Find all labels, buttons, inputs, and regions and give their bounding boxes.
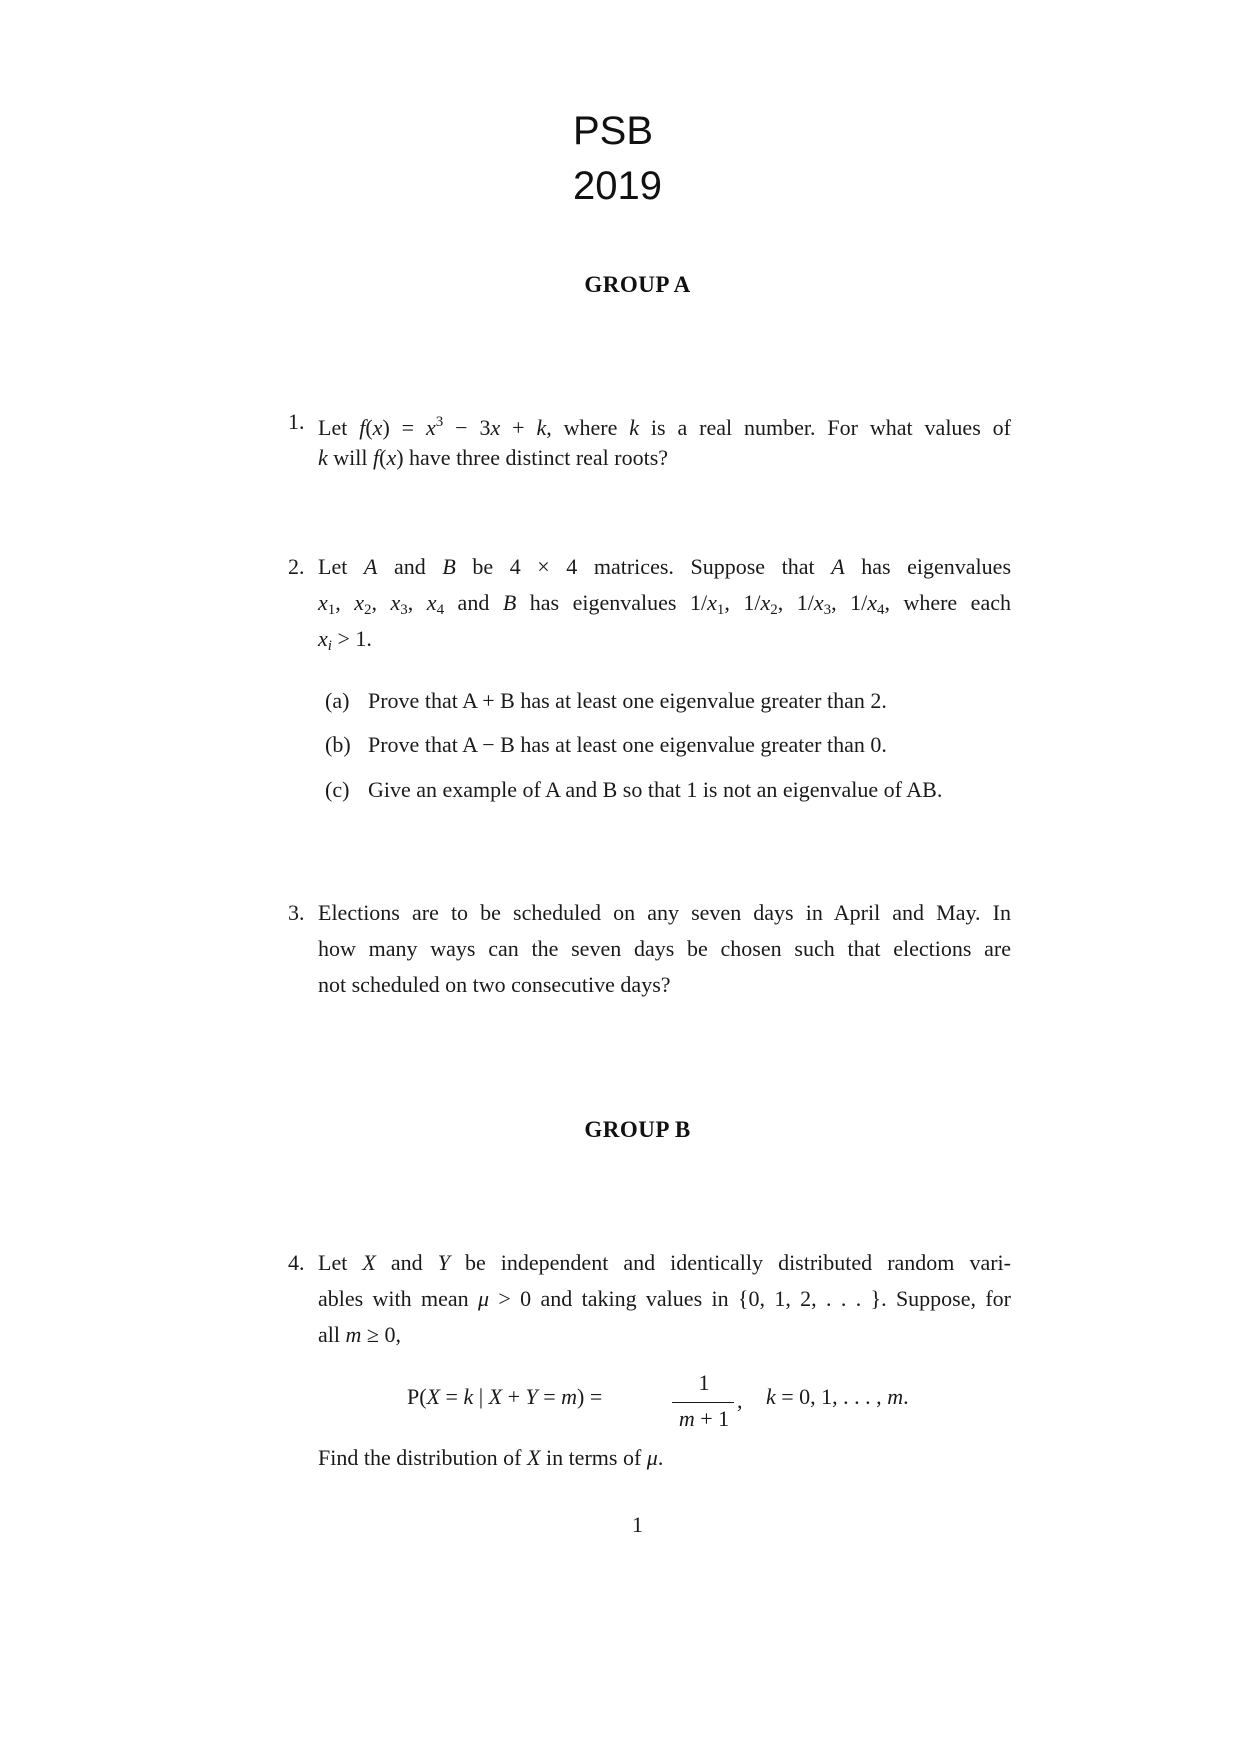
question-text-line: $x_1$, $x_2$, $x_3$, $x_4$ and B has eigenvalues $1/x_1$, $1/x_2$, $1/x_3$, $1/x_4$, where each — [318, 590, 1011, 618]
question-text-line: xi > 1. — [318, 626, 372, 654]
group-a-heading: GROUP A — [584, 272, 691, 297]
formula-comma: , — [737, 1388, 743, 1413]
question-text-line: not scheduled on two consecutive days? — [318, 972, 671, 997]
part-text: Prove that A + B has at least one eigenvalue greater than 2. — [368, 688, 887, 713]
question-text-line: k will f(x) have three distinct real roots? — [318, 445, 669, 470]
question-text-line: Let $f(x) = x^3 - 3x + k$, where k is a real number. For what values of — [318, 414, 1011, 440]
part-label: (b) — [325, 732, 351, 757]
part-label: (a) — [325, 688, 350, 713]
question-number: 3. — [288, 900, 305, 925]
formula-denominator: m + 1 — [678, 1406, 730, 1431]
question-text-line: Find the distribution of X in terms of μ. — [318, 1445, 664, 1470]
question-text-line: how many ways can the seven days be chosen such that elections are — [318, 936, 1011, 961]
formula-left-side: P(X = k | X + Y = m) = — [407, 1384, 603, 1409]
page-number: 1 — [632, 1512, 643, 1537]
question-number: 1. — [288, 409, 305, 434]
part-text: Prove that A − B has at least one eigenvalue greater than 0. — [368, 732, 887, 757]
document-title-line1: PSB — [573, 109, 654, 153]
question-number: 2. — [288, 554, 305, 579]
document-title-line2: 2019 — [573, 164, 662, 208]
question-text-line: Elections are to be scheduled on any seven days in April and May. In — [318, 900, 1011, 925]
formula-numerator: 1 — [698, 1370, 710, 1395]
question-text-line: Let A and B be 4 × 4 matrices. Suppose that A has eigenvalues — [318, 554, 1012, 579]
question-text-line: ables with mean μ > 0 and taking values in {0, 1, 2, . . . }. Suppose, for — [318, 1286, 1011, 1311]
group-b-heading: GROUP B — [584, 1117, 691, 1142]
question-text-line: all m ≥ 0, — [318, 1322, 401, 1347]
part-label: (c) — [325, 777, 350, 802]
fraction-bar — [672, 1402, 734, 1403]
part-text: Give an example of A and B so that 1 is not an eigenvalue of AB. — [368, 777, 943, 802]
question-text-line: Let X and Y be independent and identically distributed random vari- — [318, 1250, 1011, 1275]
formula-range: k = 0, 1, . . . , m. — [766, 1384, 909, 1409]
question-number: 4. — [288, 1250, 305, 1275]
